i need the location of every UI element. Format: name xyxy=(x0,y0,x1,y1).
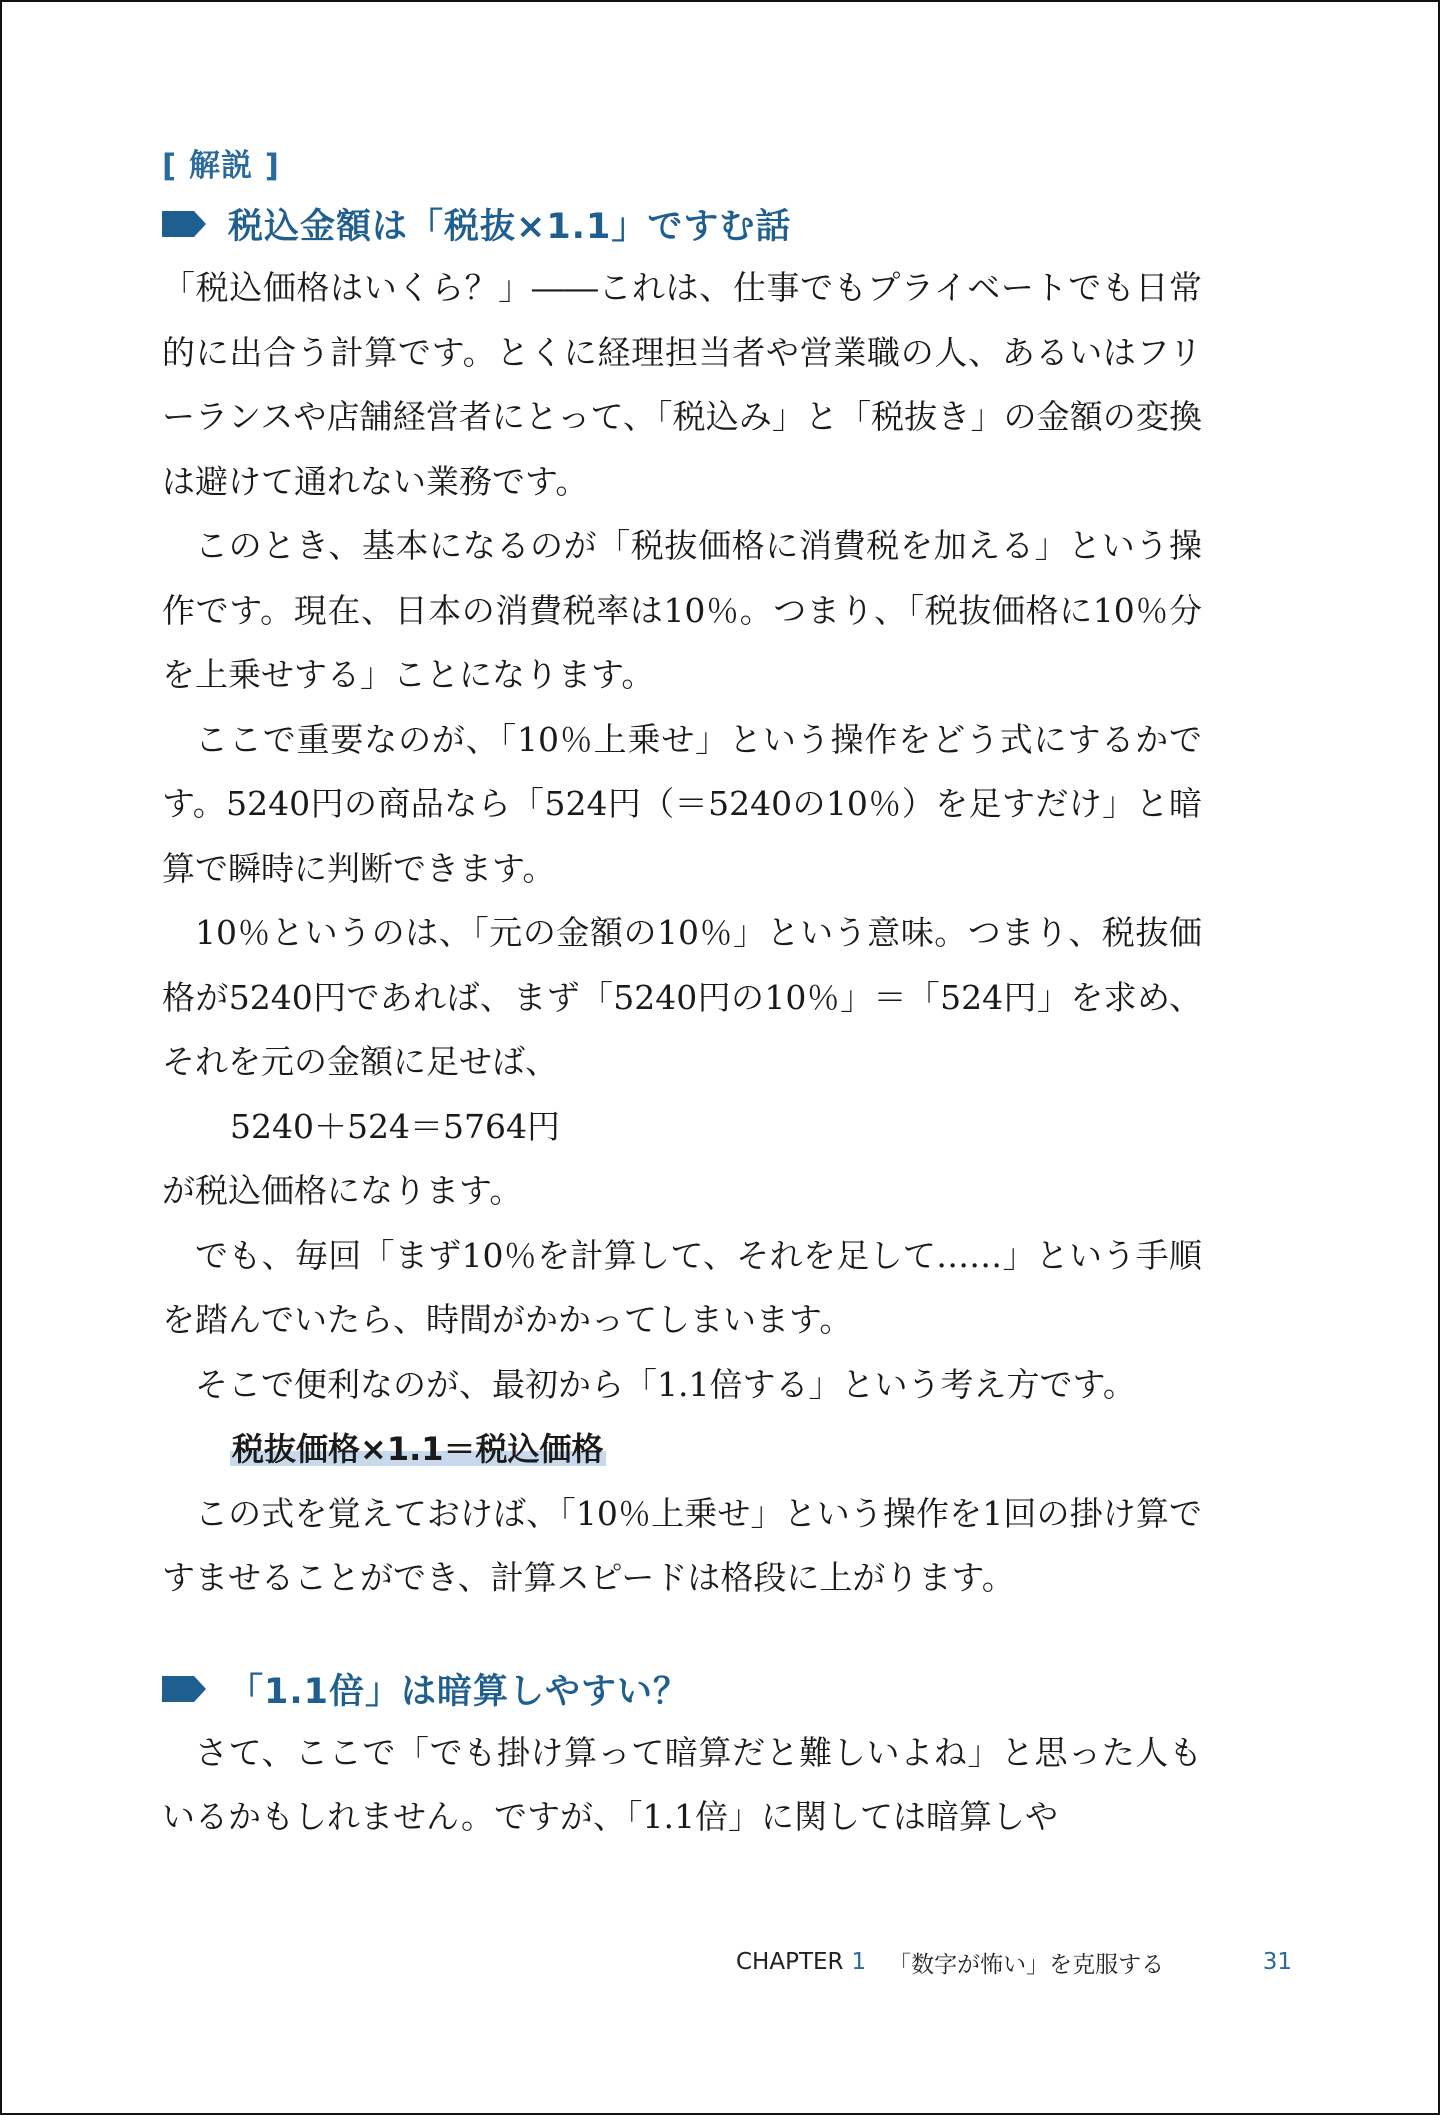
paragraph: が税込価格になります。 xyxy=(162,1171,523,1210)
heading-tax-included xyxy=(162,192,1202,256)
paragraph: ここで重要なのが、「10％上乗せ」という操作をどう式にするかです。5240円の商品なら「524円（＝5240の10％）を足すだけ」と暗算で瞬時に判断できます。 xyxy=(162,719,1202,888)
chapter-number: 1 xyxy=(851,1949,867,1975)
chapter-title: 「数字が怖い」を克服する xyxy=(888,1951,1165,1978)
paragraph: 10％というのは、「元の金額の10％」という意味。つまり、税抜価格が5240円であれば、まず「5240円の10％」＝「524円」を求め、それを元の金額に足せば、 xyxy=(162,913,1202,1081)
heading-mental-math xyxy=(162,1657,1202,1721)
page-footer xyxy=(736,1942,1292,1982)
heading-text: 税込金額は「税抜×1.1」ですむ話 xyxy=(228,207,792,247)
paragraph: さて、ここで「でも掛け算って暗算だと難しいよね」と思った人もいるかもしれません。ですが、「1.1倍」に関しては暗算しや xyxy=(162,1732,1202,1836)
page-content xyxy=(162,140,1202,1850)
section-spacer xyxy=(162,1611,1202,1657)
section-label: [ 解説 ] xyxy=(162,148,280,184)
page-number: 31 xyxy=(1262,1949,1292,1975)
paragraph: このとき、基本になるのが「税抜価格に消費税を加える」という操作です。現在、日本の消費税率は10％。つまり、「税抜価格に10％分を上乗せする」ことになります。 xyxy=(162,526,1202,694)
paragraph: この式を覚えておけば、「10％上乗せ」という操作を1回の掛け算ですませることができ、計算スピードは格段に上がります。 xyxy=(162,1493,1202,1597)
body-text xyxy=(162,1721,1202,1850)
paragraph: そこで便利なのが、最初から「1.1倍する」という考え方です。 xyxy=(195,1364,1136,1404)
formula-calculation: 5240＋524＝5764円 xyxy=(230,1106,560,1146)
arrow-tag-icon xyxy=(162,1676,206,1702)
paragraph: 「税込価格はいくら？」――これは、仕事でもプライベートでも日常的に出合う計算です。とくに経理担当者や営業職の人、あるいはフリーランスや店舗経営者にとって、「税込み」と「税抜き」の金額の変換は避けて通れない業務です。 xyxy=(162,268,1202,501)
body-text xyxy=(162,256,1202,1417)
arrow-tag-icon xyxy=(162,211,206,237)
body-text xyxy=(162,1482,1202,1611)
heading-text: 「1.1倍」は暗算しやすい？ xyxy=(228,1671,690,1712)
chapter-word: CHAPTER xyxy=(736,1949,844,1975)
highlighted-formula xyxy=(162,1417,1202,1482)
formula-text: 税抜価格×1.1＝税込価格 xyxy=(232,1430,604,1468)
paragraph: でも、毎回「まず10％を計算して、それを足して……」という手順を踏んでいたら、時間がかかってしまいます。 xyxy=(162,1235,1202,1339)
